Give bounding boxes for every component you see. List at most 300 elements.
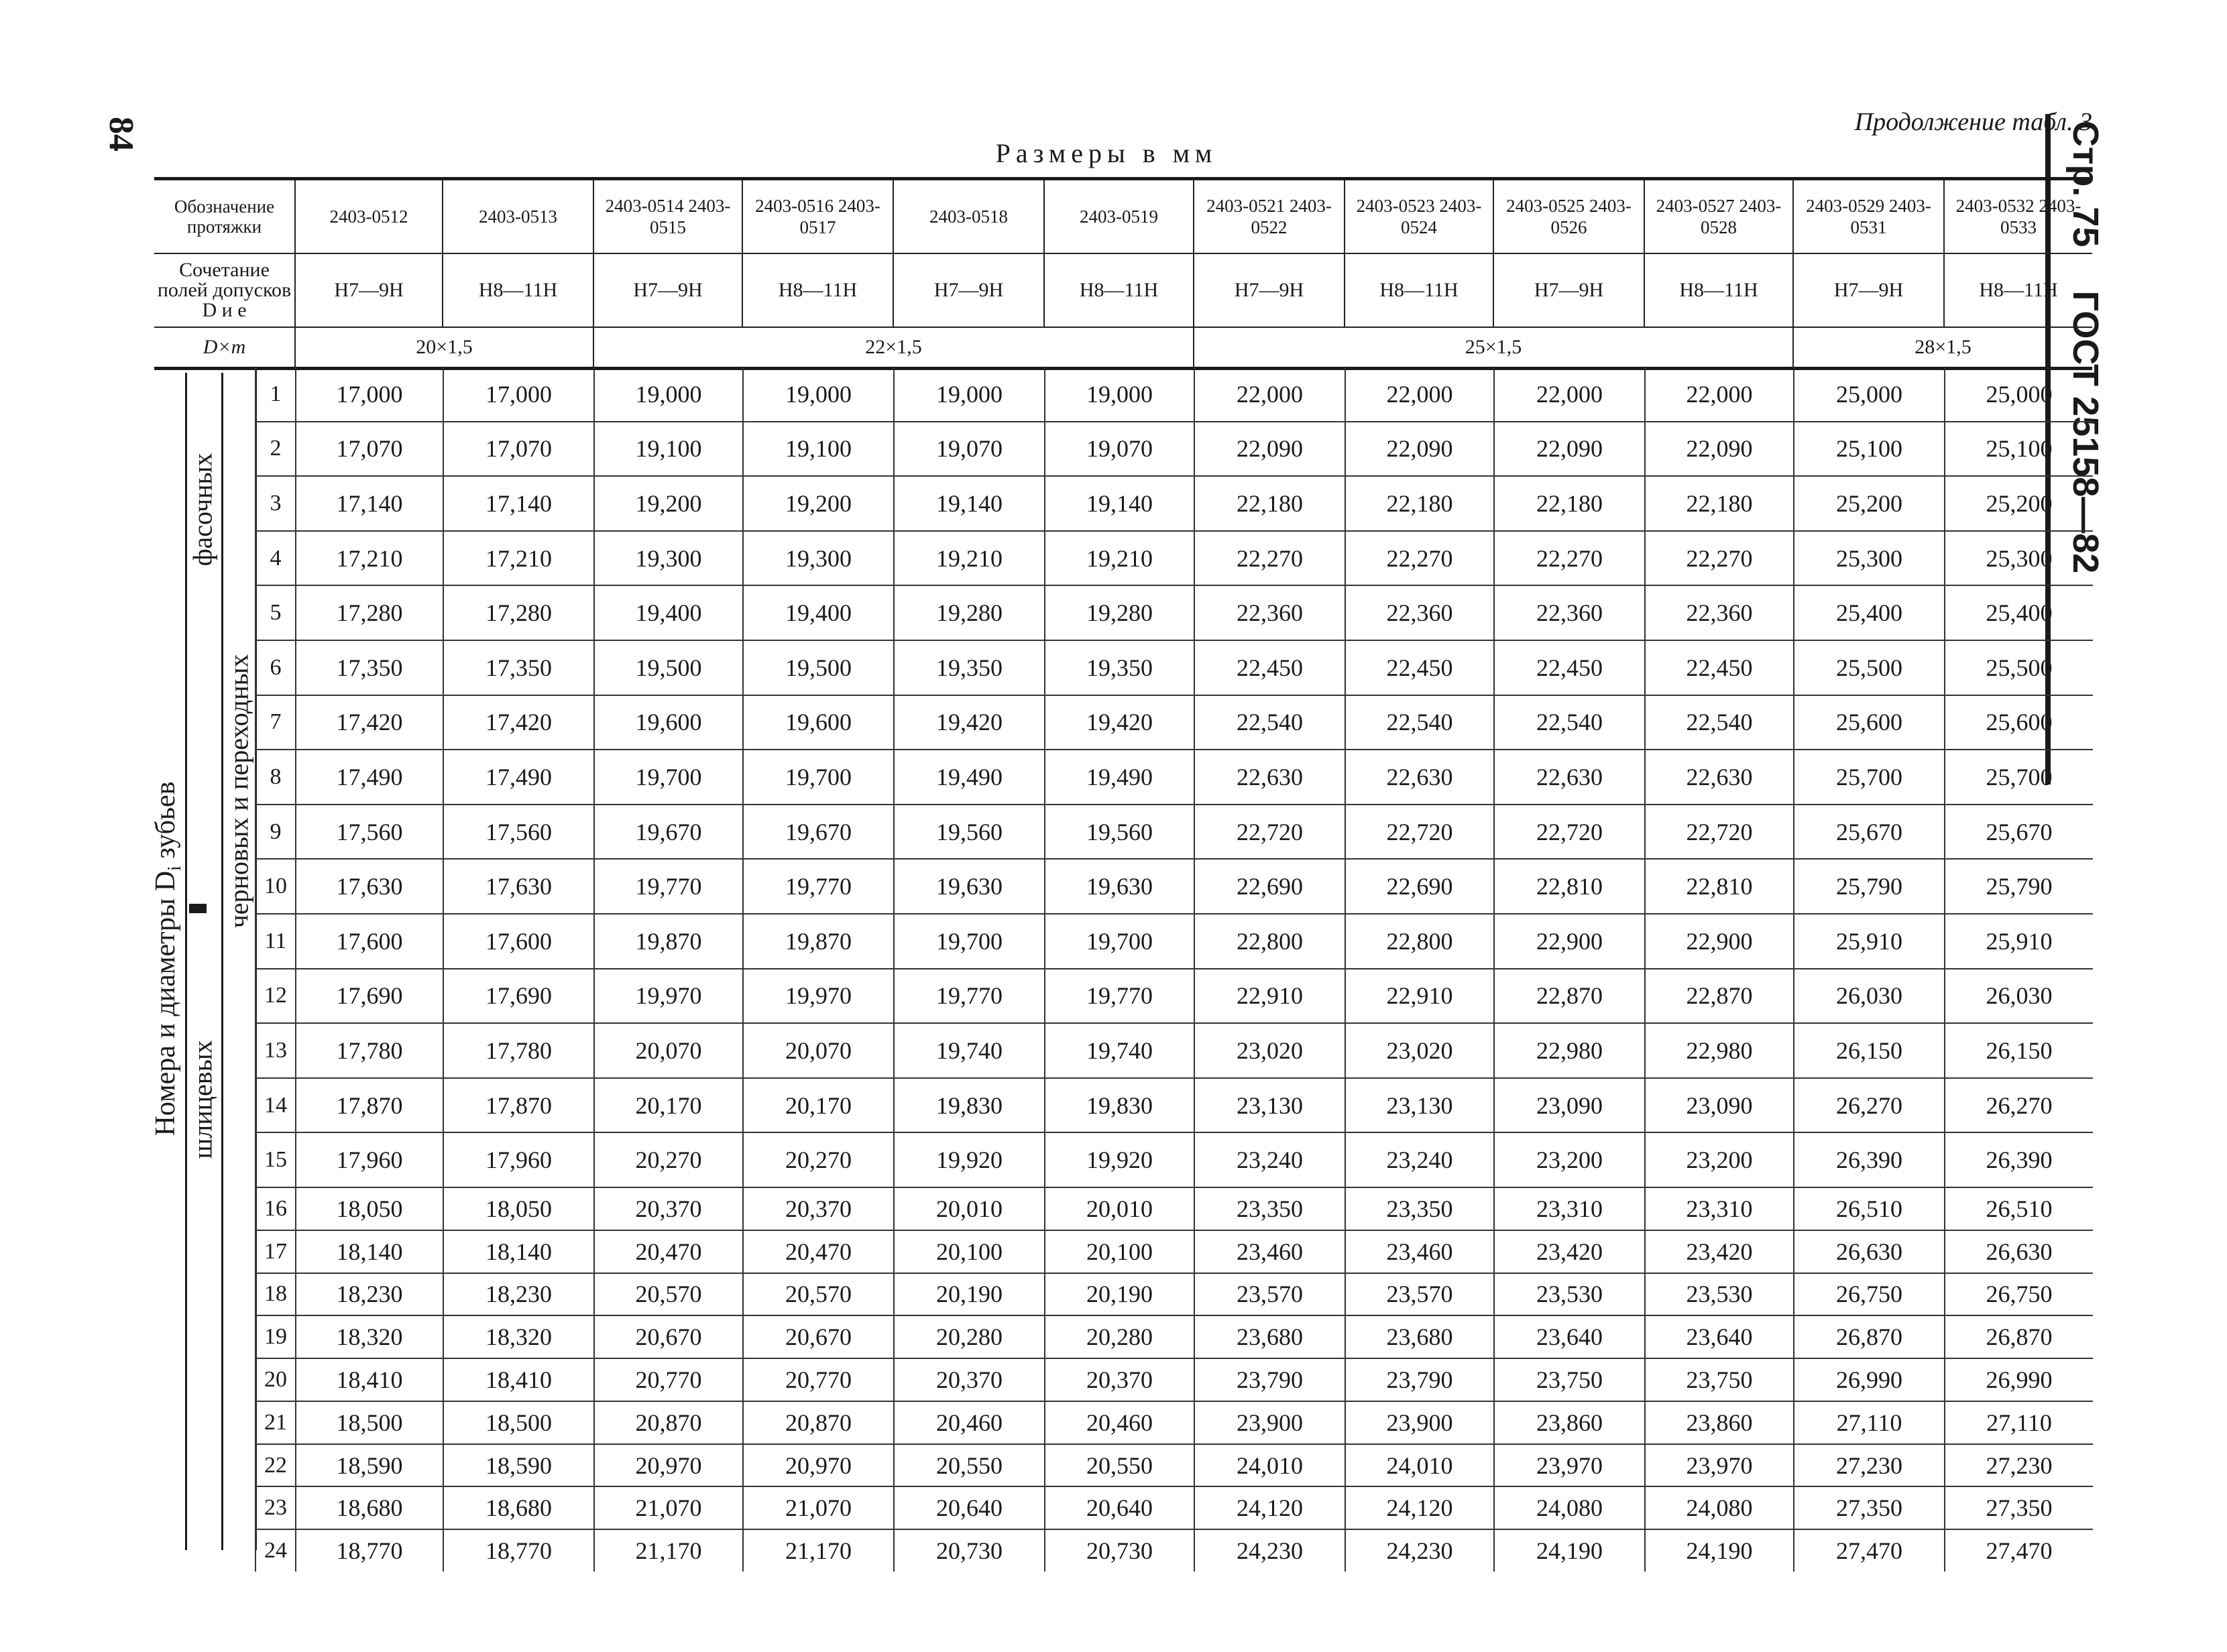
diameter-cell: 17,210	[296, 531, 443, 586]
table-row	[255, 914, 2093, 969]
diameter-cell: 20,570	[594, 1273, 743, 1316]
diameter-cell: 17,490	[443, 750, 594, 805]
diameter-cell: 22,720	[1194, 805, 1345, 860]
table-row	[255, 1486, 2093, 1529]
diameter-cell: 27,230	[1945, 1444, 2093, 1487]
diameter-cell: 22,360	[1645, 585, 1794, 640]
diameter-cell: 20,640	[894, 1486, 1045, 1529]
diameter-cell: 20,470	[743, 1230, 894, 1273]
diameter-cell: 23,790	[1345, 1358, 1494, 1401]
dxm-group-cell: 25×1,5	[1194, 327, 1793, 369]
designation-cell: 2403-0519	[1044, 179, 1194, 254]
table-row	[255, 1444, 2093, 1487]
diameter-cell: 22,090	[1494, 422, 1645, 477]
diameter-cell: 24,080	[1494, 1486, 1645, 1529]
diameter-cell: 22,900	[1645, 914, 1794, 969]
diameter-cell: 27,110	[1794, 1401, 1945, 1444]
diameter-cell: 23,640	[1494, 1315, 1645, 1358]
diameter-cell: 25,200	[1945, 476, 2093, 531]
tolerance-cell: H8—11H	[742, 253, 893, 327]
diameter-cell: 22,810	[1494, 859, 1645, 914]
tooth-number: 13	[255, 1023, 296, 1078]
diameter-cell: 26,870	[1794, 1315, 1945, 1358]
designation-cell: 2403-0525 2403-0526	[1493, 179, 1644, 254]
diameter-cell: 20,370	[594, 1187, 743, 1230]
diameter-cell: 18,770	[443, 1529, 594, 1572]
diameter-cell: 19,560	[894, 805, 1045, 860]
diameter-cell: 18,230	[296, 1273, 443, 1316]
diameter-cell: 27,470	[1794, 1529, 1945, 1572]
diameter-cell: 18,590	[443, 1444, 594, 1487]
diameter-cell: 17,000	[443, 367, 594, 422]
diameter-cell: 19,700	[594, 750, 743, 805]
diameter-cell: 22,980	[1494, 1023, 1645, 1078]
diameter-cell: 25,600	[1945, 695, 2093, 750]
diameter-cell: 26,390	[1945, 1132, 2093, 1187]
diameter-cell: 24,190	[1494, 1529, 1645, 1572]
diameter-cell: 26,390	[1794, 1132, 1945, 1187]
designation-cell: 2403-0527 2403-0528	[1644, 179, 1793, 254]
diameter-cell: 27,470	[1986, 1537, 2053, 1565]
diameter-cell: 18,140	[296, 1230, 443, 1273]
diameter-cell: 20,730	[894, 1529, 1045, 1572]
diameter-cell: 17,690	[296, 969, 443, 1024]
diameter-cell: 17,630	[443, 859, 594, 914]
dxm-group-cell: 28×1,5	[1793, 327, 2092, 369]
diameter-cell: 19,740	[1045, 1023, 1194, 1078]
tooth-number: 12	[255, 969, 296, 1024]
tolerance-row	[154, 253, 2092, 327]
diameter-cell: 20,570	[743, 1273, 894, 1316]
diameter-cell: 19,100	[594, 422, 743, 477]
diameter-cell: 19,070	[894, 422, 1045, 477]
diameter-cell: 22,800	[1345, 914, 1494, 969]
diameter-cell: 23,750	[1645, 1358, 1794, 1401]
diameter-cell: 19,140	[1045, 476, 1194, 531]
diameter-cell: 24,230	[1194, 1529, 1345, 1572]
diameter-cell: 19,490	[1045, 750, 1194, 805]
diameter-cell: 20,010	[894, 1187, 1045, 1230]
diameter-cell: 19,070	[1045, 422, 1194, 477]
diameter-cell: 26,510	[1794, 1187, 1945, 1230]
diameter-cell: 20,460	[894, 1401, 1045, 1444]
diameter-cell: 20,280	[1045, 1315, 1194, 1358]
diameter-cell: 25,790	[1945, 859, 2093, 914]
diameter-cell: 20,070	[594, 1023, 743, 1078]
diameter-cell: 25,300	[1794, 531, 1945, 586]
diameter-cell: 20,870	[743, 1401, 894, 1444]
diameter-cell: 20,100	[1045, 1230, 1194, 1273]
diameter-cell: 23,420	[1645, 1230, 1794, 1273]
diameter-cell: 25,300	[1945, 531, 2093, 586]
side-page-ref: Стр. 75	[2065, 121, 2106, 247]
diameter-cell: 19,770	[743, 859, 894, 914]
diameter-cell: 23,970	[1494, 1444, 1645, 1487]
diameter-cell: 23,310	[1645, 1187, 1794, 1230]
diameter-cell: 22,910	[1345, 969, 1494, 1024]
tooth-number: 18	[255, 1273, 296, 1316]
diameter-cell: 23,530	[1494, 1273, 1645, 1316]
diameter-cell: 18,770	[296, 1529, 443, 1572]
diameter-cell: 19,830	[1045, 1078, 1194, 1133]
table-row	[255, 585, 2093, 640]
diameter-cell: 25,500	[1945, 640, 2093, 695]
diameter-cell: 17,780	[443, 1023, 594, 1078]
designation-cell: 2403-0523 2403-0524	[1345, 179, 1493, 254]
diameter-cell: 22,180	[1494, 476, 1645, 531]
diameter-cell: 23,640	[1645, 1315, 1794, 1358]
dxm-group-cell: 20×1,5	[295, 327, 593, 369]
diameter-cell: 20,190	[1045, 1273, 1194, 1316]
diameter-cell: 25,400	[1945, 585, 2093, 640]
diameter-cell: 24,120	[1345, 1486, 1494, 1529]
diameter-cell: 22,720	[1645, 805, 1794, 860]
table-row	[255, 476, 2093, 531]
tooth-number: 24	[255, 1529, 296, 1572]
diameter-cell: 17,350	[443, 640, 594, 695]
diameter-cell: 25,670	[1945, 805, 2093, 860]
diameter-cell: 26,150	[1794, 1023, 1945, 1078]
diameter-cell: 22,800	[1194, 914, 1345, 969]
diameter-cell: 20,370	[1045, 1358, 1194, 1401]
diameter-cell: 19,770	[894, 969, 1045, 1024]
tooth-number: 22	[255, 1444, 296, 1487]
diameter-cell: 22,180	[1645, 476, 1794, 531]
diameter-cell: 20,670	[743, 1315, 894, 1358]
diameter-cell: 19,350	[894, 640, 1045, 695]
diameter-cell: 21,070	[594, 1486, 743, 1529]
diameter-cell: 26,990	[1945, 1358, 2093, 1401]
diameter-cell: 19,300	[743, 531, 894, 586]
diameter-cell: 23,240	[1194, 1132, 1345, 1187]
tolerance-cell: H7—9H	[593, 253, 742, 327]
diameter-cell: 19,400	[743, 585, 894, 640]
diameter-cell: 19,700	[894, 914, 1045, 969]
diameter-cell: 22,540	[1494, 695, 1645, 750]
diameter-cell: 22,540	[1345, 695, 1494, 750]
dxm-group-cell: 22×1,5	[593, 327, 1194, 369]
table-row	[255, 1078, 2093, 1133]
diameter-cell: 22,180	[1194, 476, 1345, 531]
diameter-cell: 17,210	[443, 531, 594, 586]
diameter-cell: 24,190	[1645, 1529, 1794, 1572]
diameter-cell: 25,700	[1794, 750, 1945, 805]
diameter-cell: 19,770	[1045, 969, 1194, 1024]
tooth-number: 9	[255, 805, 296, 860]
diameter-cell: 20,770	[743, 1358, 894, 1401]
diameter-cell: 22,540	[1645, 695, 1794, 750]
tooth-number: 7	[255, 695, 296, 750]
diameter-cell: 18,410	[296, 1358, 443, 1401]
diameter-cell: 19,870	[594, 914, 743, 969]
diameter-cell: 23,750	[1494, 1358, 1645, 1401]
diameter-cell: 23,350	[1194, 1187, 1345, 1230]
designation-cell: 2403-0518	[893, 179, 1044, 254]
diameter-cell: 25,670	[1794, 805, 1945, 860]
diameter-cell: 23,860	[1494, 1401, 1645, 1444]
diameter-cell: 18,050	[296, 1187, 443, 1230]
diameter-cell: 19,350	[1045, 640, 1194, 695]
diameter-cell: 26,870	[1945, 1315, 2093, 1358]
designation-row	[154, 179, 2092, 254]
diameter-cell: 22,360	[1345, 585, 1494, 640]
table-row	[255, 1023, 2093, 1078]
diameter-cell: 19,420	[894, 695, 1045, 750]
designation-cell: 2403-0514 2403-0515	[593, 179, 742, 254]
diameter-cell: 23,460	[1345, 1230, 1494, 1273]
diameter-cell: 23,240	[1345, 1132, 1494, 1187]
diameter-cell: 23,090	[1494, 1078, 1645, 1133]
diameter-cell: 26,030	[1945, 969, 2093, 1024]
diameter-cell: 26,270	[1945, 1078, 2093, 1133]
tooth-number: 21	[255, 1401, 296, 1444]
diameter-cell: 22,540	[1194, 695, 1345, 750]
diameter-cell: 19,770	[594, 859, 743, 914]
diameter-cell: 22,270	[1494, 531, 1645, 586]
tooth-number: 8	[255, 750, 296, 805]
diameter-cell: 24,120	[1194, 1486, 1345, 1529]
tolerance-cell: H8—11H	[1044, 253, 1194, 327]
diameter-cell: 23,310	[1494, 1187, 1645, 1230]
diameter-cell: 17,600	[443, 914, 594, 969]
diameter-cell: 23,970	[1645, 1444, 1794, 1487]
diameter-cell: 17,600	[296, 914, 443, 969]
diameter-cell: 20,070	[743, 1023, 894, 1078]
diameter-cell: 25,000	[1794, 367, 1945, 422]
diameter-cell: 17,960	[296, 1132, 443, 1187]
diameter-cell: 23,570	[1345, 1273, 1494, 1316]
diameter-cell: 21,170	[594, 1529, 743, 1572]
designation-cell: 2403-0513	[443, 179, 593, 254]
diameter-cell: 19,500	[743, 640, 894, 695]
diameter-cell: 23,460	[1194, 1230, 1345, 1273]
diameter-cell: 25,000	[1945, 367, 2093, 422]
diameter-cell: 17,000	[296, 367, 443, 422]
group-line-sub	[221, 373, 223, 1550]
tooth-number: 2	[255, 422, 296, 477]
diameter-cell: 19,700	[743, 750, 894, 805]
tolerance-label	[154, 253, 295, 327]
table-row	[255, 1230, 2093, 1273]
diameter-cell: 23,570	[1194, 1273, 1345, 1316]
diameter-cell: 19,630	[1045, 859, 1194, 914]
diameter-cell: 17,960	[443, 1132, 594, 1187]
tooth-number: 10	[255, 859, 296, 914]
tooth-number: 5	[255, 585, 296, 640]
group-label-main-end: зубьев	[150, 781, 181, 859]
table-row	[255, 750, 2093, 805]
diameter-cell: 23,020	[1194, 1023, 1345, 1078]
table-row	[255, 1358, 2093, 1401]
diameter-cell: 17,630	[296, 859, 443, 914]
table-row	[255, 805, 2093, 860]
diameter-cell: 19,700	[1045, 914, 1194, 969]
group-label-main-sub: i	[164, 866, 186, 871]
diameter-cell: 20,770	[594, 1358, 743, 1401]
diameter-cell: 19,600	[743, 695, 894, 750]
diameter-cell: 17,350	[296, 640, 443, 695]
diameter-cell: 20,280	[894, 1315, 1045, 1358]
diameter-cell: 17,490	[296, 750, 443, 805]
diameter-cell: 25,200	[1794, 476, 1945, 531]
diameter-cell: 22,090	[1345, 422, 1494, 477]
diameter-cell: 22,270	[1645, 531, 1794, 586]
table-row	[255, 531, 2093, 586]
diameter-cell: 19,000	[743, 367, 894, 422]
diameter-cell: 17,280	[296, 585, 443, 640]
diameter-cell: 21,070	[743, 1486, 894, 1529]
diameter-cell: 17,280	[443, 585, 594, 640]
diameter-cell: 23,200	[1494, 1132, 1645, 1187]
diameter-cell: 25,700	[1945, 750, 2093, 805]
diameter-cell: 25,100	[1945, 422, 2093, 477]
tolerance-cell: H8—11H	[443, 253, 593, 327]
diameter-cell: 19,740	[894, 1023, 1045, 1078]
diameter-cell: 19,420	[1045, 695, 1194, 750]
diameter-cell: 19,140	[894, 476, 1045, 531]
diameter-cell: 17,780	[296, 1023, 443, 1078]
tolerance-cell: H7—9H	[1194, 253, 1345, 327]
tooth-number: 1	[255, 367, 296, 422]
diameter-cell: 22,450	[1194, 640, 1345, 695]
diameter-cell: 19,630	[894, 859, 1045, 914]
table-row	[255, 1401, 2093, 1444]
tolerance-cell: H7—9H	[1493, 253, 1644, 327]
diameter-cell: 22,180	[1345, 476, 1494, 531]
diameter-cell: 22,980	[1645, 1023, 1794, 1078]
diameter-cell: 23,350	[1345, 1187, 1494, 1230]
diameter-cell: 26,990	[1794, 1358, 1945, 1401]
diameter-cell: 23,900	[1345, 1401, 1494, 1444]
diameter-cell: 19,490	[894, 750, 1045, 805]
diameter-cell: 22,630	[1194, 750, 1345, 805]
table-row	[255, 859, 2093, 914]
tooth-number: 14	[255, 1078, 296, 1133]
diameter-cell: 22,450	[1645, 640, 1794, 695]
diameter-cell: 19,300	[594, 531, 743, 586]
diameter-cell: 19,400	[594, 585, 743, 640]
diameter-cell: 24,010	[1194, 1444, 1345, 1487]
diameter-cell: 18,680	[296, 1486, 443, 1529]
diameter-cell: 20,370	[894, 1358, 1045, 1401]
tolerance-cell: H8—11H	[1345, 253, 1493, 327]
diameter-cell: 25,100	[1794, 422, 1945, 477]
diameter-cell: 18,140	[443, 1230, 594, 1273]
diameter-cell: 17,690	[443, 969, 594, 1024]
diameter-cell: 18,410	[443, 1358, 594, 1401]
table-row	[255, 422, 2093, 477]
diameter-cell: 17,070	[443, 422, 594, 477]
diameter-cell: 19,830	[894, 1078, 1045, 1133]
diameter-cell: 20,550	[894, 1444, 1045, 1487]
diameter-cell: 19,920	[1045, 1132, 1194, 1187]
diameter-cell: 25,600	[1794, 695, 1945, 750]
diameter-cell: 27,350	[1945, 1486, 2093, 1529]
diameter-cell: 27,230	[1794, 1444, 1945, 1487]
diameter-cell: 22,000	[1345, 367, 1494, 422]
tooth-number: 16	[255, 1187, 296, 1230]
diameter-cell: 19,970	[594, 969, 743, 1024]
diameter-cell: 19,970	[743, 969, 894, 1024]
diameter-cell: 27,110	[1945, 1401, 2093, 1444]
diameter-cell: 22,870	[1645, 969, 1794, 1024]
diameter-cell: 19,280	[1045, 585, 1194, 640]
units-caption: Размеры в мм	[995, 138, 1218, 168]
diameter-cell: 19,100	[743, 422, 894, 477]
diameter-cell: 22,910	[1194, 969, 1345, 1024]
group-divider	[189, 904, 207, 913]
diameter-cell: 20,270	[743, 1132, 894, 1187]
diameter-cell: 17,420	[296, 695, 443, 750]
diameter-cell: 20,010	[1045, 1187, 1194, 1230]
diameter-cell: 17,870	[296, 1078, 443, 1133]
tooth-number: 6	[255, 640, 296, 695]
diameter-cell: 22,810	[1645, 859, 1794, 914]
tolerance-cell: H8—11H	[1944, 253, 2092, 327]
diameter-cell: 22,270	[1345, 531, 1494, 586]
diameter-cell: 20,970	[594, 1444, 743, 1487]
diameter-cell: 20,170	[743, 1078, 894, 1133]
diameter-cell: 22,630	[1645, 750, 1794, 805]
tolerance-cell: H7—9H	[295, 253, 443, 327]
diameter-cell: 22,000	[1494, 367, 1645, 422]
tolerance-cell: H7—9H	[893, 253, 1044, 327]
diameter-cell: 23,090	[1645, 1078, 1794, 1133]
designation-cell: 2403-0532 2403-0533	[1944, 179, 2092, 254]
diameter-cell: 25,400	[1794, 585, 1945, 640]
diameter-cell: 18,500	[296, 1401, 443, 1444]
dxm-label: D×m	[154, 327, 295, 369]
diameter-cell: 25,910	[1945, 914, 2093, 969]
diameter-cell: 23,020	[1345, 1023, 1494, 1078]
diameter-cell: 22,690	[1194, 859, 1345, 914]
diameter-cell: 21,170	[743, 1529, 894, 1572]
table-row	[255, 1132, 2093, 1187]
diameter-cell: 23,900	[1194, 1401, 1345, 1444]
diameter-cell: 19,870	[743, 914, 894, 969]
diameter-cell: 23,420	[1494, 1230, 1645, 1273]
diameter-cell: 26,510	[1945, 1187, 2093, 1230]
diameter-cell: 22,000	[1194, 367, 1345, 422]
diameter-cell: 25,790	[1794, 859, 1945, 914]
table-header	[154, 177, 2092, 370]
diameter-cell: 22,360	[1494, 585, 1645, 640]
diameter-cell: 22,450	[1494, 640, 1645, 695]
diameter-cell: 17,070	[296, 422, 443, 477]
diameter-cell: 19,670	[594, 805, 743, 860]
diameter-cell: 19,500	[594, 640, 743, 695]
table-row	[255, 969, 2093, 1024]
diameter-cell: 18,230	[443, 1273, 594, 1316]
diameter-cell: 17,140	[443, 476, 594, 531]
table-row	[255, 1187, 2093, 1230]
side-standard: ГОСТ 25158—82	[2065, 290, 2106, 574]
diameter-cell: 19,200	[594, 476, 743, 531]
diameter-cell: 18,050	[443, 1187, 594, 1230]
tooth-number: 4	[255, 531, 296, 586]
table-row	[255, 1273, 2093, 1316]
diameter-cell: 23,130	[1345, 1078, 1494, 1133]
diameter-cell: 18,680	[443, 1486, 594, 1529]
diameter-cell: 20,100	[894, 1230, 1045, 1273]
diameter-cell: 19,920	[894, 1132, 1045, 1187]
diameter-cell: 26,750	[1794, 1273, 1945, 1316]
diameter-cell: 18,500	[443, 1401, 594, 1444]
diameter-cell: 19,000	[594, 367, 743, 422]
diameter-cell: 20,470	[594, 1230, 743, 1273]
diameter-cell: 19,210	[1045, 531, 1194, 586]
diameter-cell: 23,860	[1645, 1401, 1794, 1444]
